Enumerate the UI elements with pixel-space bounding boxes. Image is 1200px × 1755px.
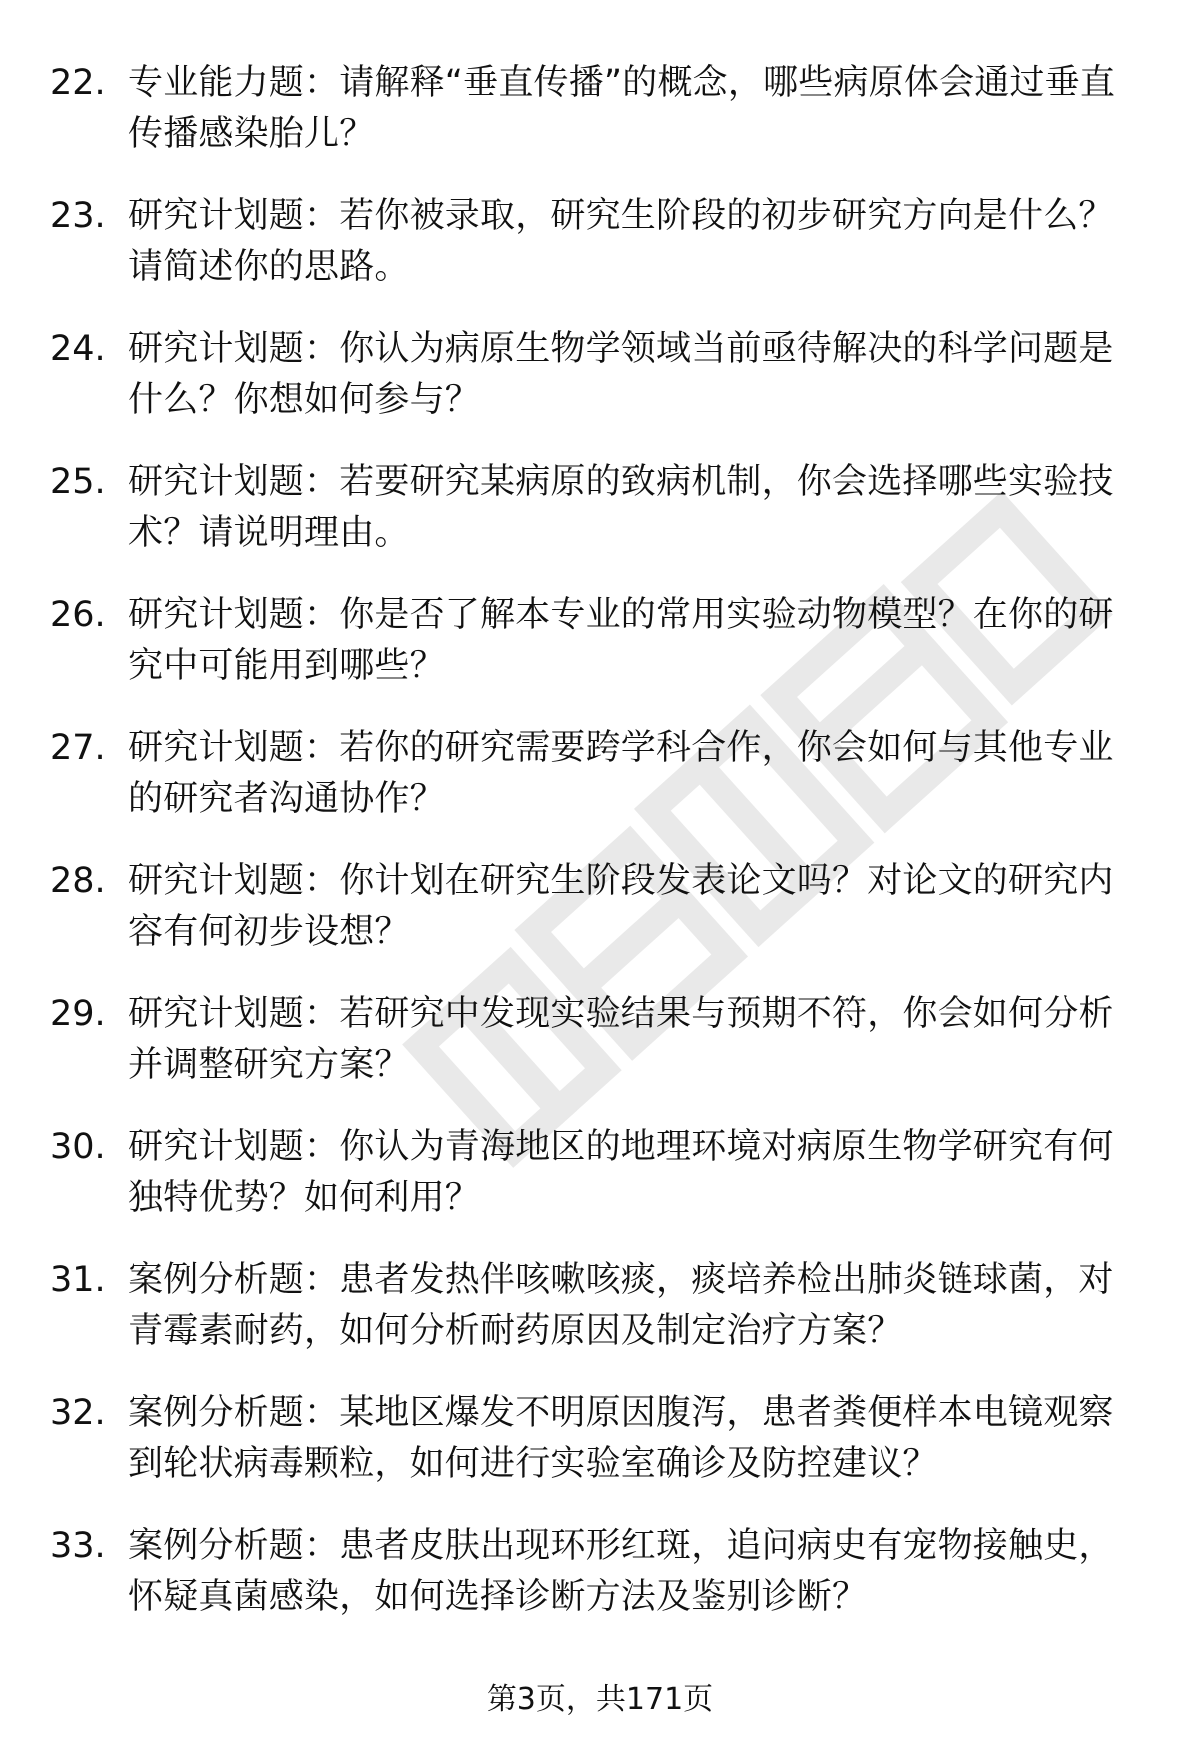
list-item	[0, 856, 1200, 989]
list-item	[0, 58, 1200, 191]
question-number: 33.	[50, 1526, 106, 1566]
question-text: 研究计划题：你是否了解本专业的常用实验动物模型？在你的研究中可能用到哪些？	[128, 595, 1114, 686]
list-item	[0, 1122, 1200, 1255]
question-text: 案例分析题：患者发热伴咳嗽咳痰，痰培养检出肺炎链球菌，对青霉素耐药，如何分析耐药原因及制定治疗方案？	[128, 1260, 1114, 1351]
question-number: 26.	[50, 595, 106, 635]
list-item	[0, 324, 1200, 457]
list-item	[0, 723, 1200, 856]
question-number: 29.	[50, 994, 106, 1034]
question-text: 研究计划题：若你被录取，研究生阶段的初步研究方向是什么？请简述你的思路。	[128, 196, 1114, 287]
question-number: 32.	[50, 1393, 106, 1433]
list-item	[0, 590, 1200, 723]
question-number: 30.	[50, 1127, 106, 1167]
list-item	[0, 191, 1200, 324]
list-item	[0, 1521, 1200, 1654]
question-list	[0, 58, 1200, 1654]
question-number: 25.	[50, 462, 106, 502]
question-text: 研究计划题：若要研究某病原的致病机制，你会选择哪些实验技术？请说明理由。	[128, 462, 1114, 553]
question-text: 研究计划题：你认为病原生物学领域当前亟待解决的科学问题是什么？你想如何参与？	[128, 329, 1114, 420]
question-number: 24.	[50, 329, 106, 369]
list-item	[0, 1388, 1200, 1521]
page-footer: 第3页，共171页	[486, 1682, 714, 1717]
question-text: 专业能力题：请解释“垂直传播”的概念，哪些病原体会通过垂直传播感染胎儿？	[128, 63, 1116, 154]
question-number: 22.	[50, 63, 106, 103]
list-item	[0, 457, 1200, 590]
question-number: 28.	[50, 861, 106, 901]
list-item	[0, 989, 1200, 1122]
question-text: 研究计划题：你计划在研究生阶段发表论文吗？对论文的研究内容有何初步设想？	[128, 861, 1114, 952]
question-text: 研究计划题：你认为青海地区的地理环境对病原生物学研究有何独特优势？如何利用？	[128, 1127, 1114, 1218]
question-number: 27.	[50, 728, 106, 768]
question-text: 研究计划题：若你的研究需要跨学科合作，你会如何与其他专业的研究者沟通协作？	[128, 728, 1114, 819]
question-text: 案例分析题：某地区爆发不明原因腹泻，患者粪便样本电镜观察到轮状病毒颗粒，如何进行实验室确诊及防控建议？	[128, 1393, 1114, 1484]
question-number: 23.	[50, 196, 106, 236]
list-item	[0, 1255, 1200, 1388]
question-text: 研究计划题：若研究中发现实验结果与预期不符，你会如何分析并调整研究方案？	[128, 994, 1114, 1085]
question-number: 31.	[50, 1260, 106, 1300]
question-text: 案例分析题：患者皮肤出现环形红斑，追问病史有宠物接触史，怀疑真菌感染，如何选择诊断方法及鉴别诊断？	[128, 1526, 1114, 1617]
